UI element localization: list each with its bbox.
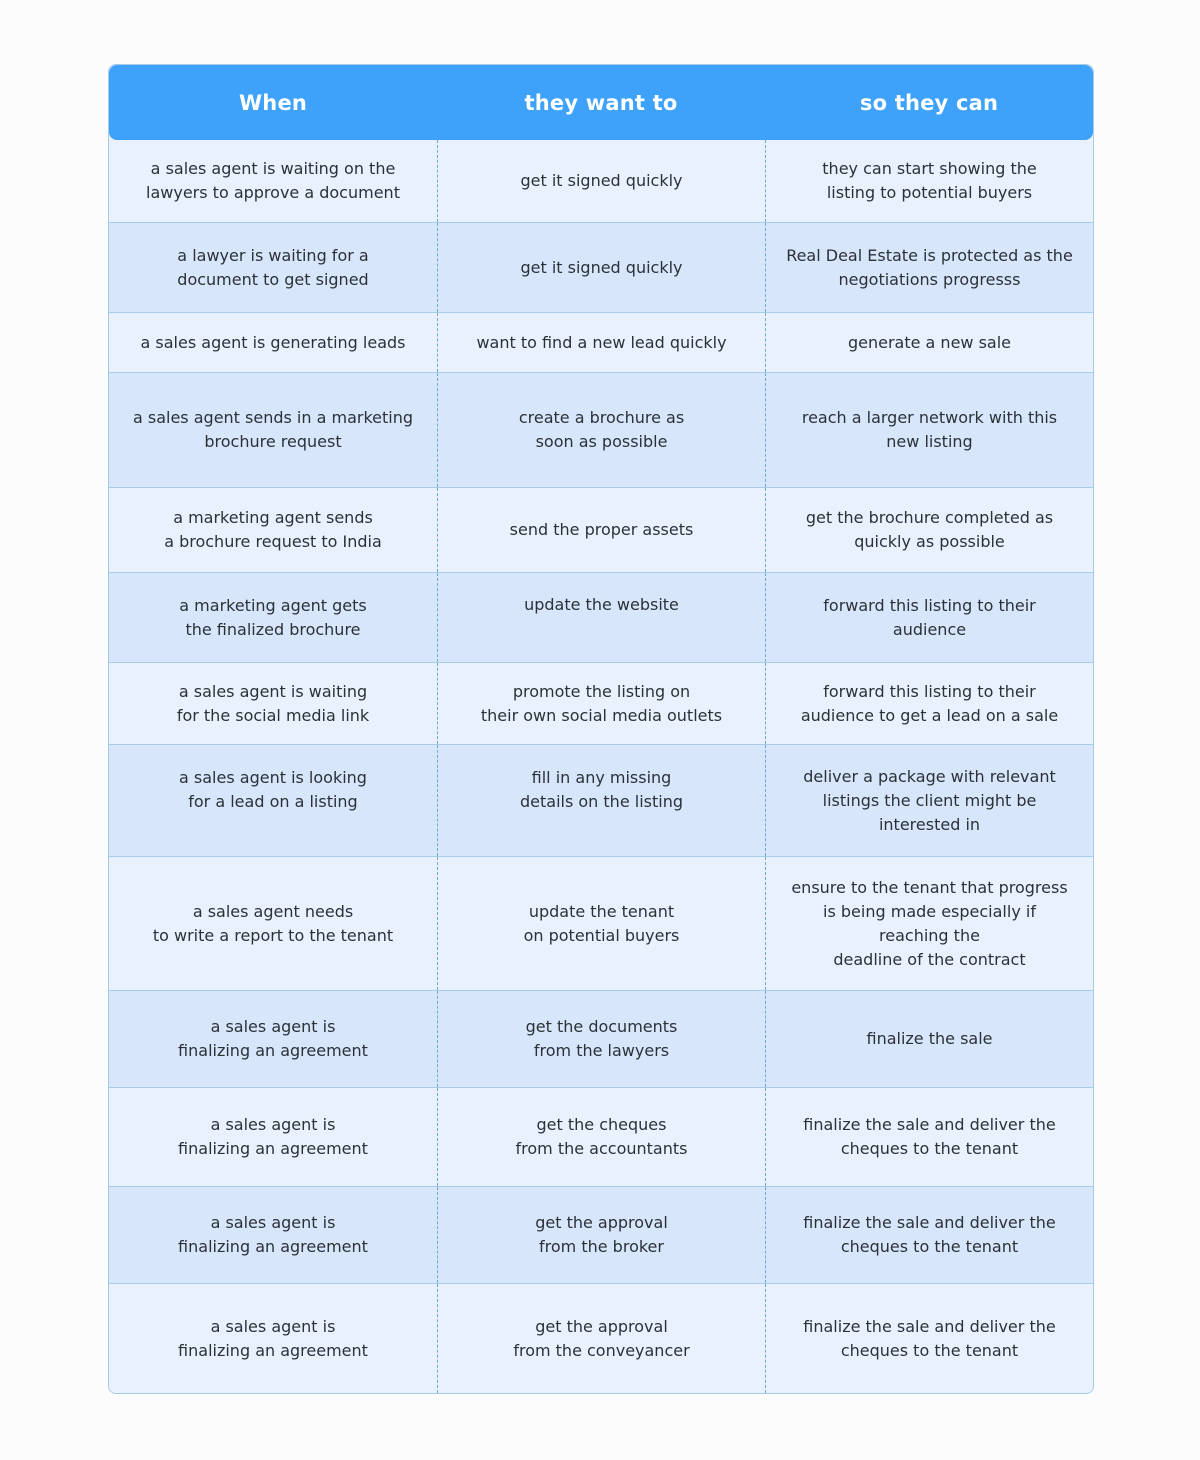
cell-so: generate a new sale <box>765 313 1093 372</box>
cell-when: a sales agent is finalizing an agreement <box>178 1017 368 1060</box>
table-row <box>109 744 1093 856</box>
cell-when: a sales agent sends in a marketing brochure request <box>132 408 414 451</box>
cell-when: a marketing agent gets the finalized brochure <box>179 595 367 639</box>
header-when: When <box>238 90 308 115</box>
header-so: so they can <box>859 90 999 115</box>
table-row <box>109 662 1093 744</box>
cell-want: get the approval from the broker <box>437 1187 765 1283</box>
cell-so: finalize the sale and deliver the cheques to the tenant <box>765 1284 1093 1393</box>
cell-want: create a brochure as soon as possible <box>437 373 765 487</box>
table-body <box>109 140 1093 1393</box>
cell-so: reach a larger network with this new listing <box>765 373 1093 487</box>
header-want: they want to <box>524 90 678 115</box>
job-stories-table <box>108 64 1094 1394</box>
cell-want: fill in any missing details on the listing <box>437 745 765 856</box>
cell-want: want to find a new lead quickly <box>437 313 765 372</box>
table-row <box>109 372 1093 487</box>
cell-so: ensure to the tenant that progress is being made especially if reaching the deadline of the contract <box>765 857 1093 990</box>
cell-when: a lawyer is waiting for a document to get signed <box>177 245 369 289</box>
cell-so: finalize the sale and deliver the cheques to the tenant <box>765 1088 1093 1186</box>
cell-want: get it signed quickly <box>437 140 765 222</box>
table-row <box>109 990 1093 1087</box>
cell-when: a sales agent is waiting for the social media link <box>176 681 370 725</box>
cell-so: forward this listing to their audience <box>765 573 1093 662</box>
cell-so: Real Deal Estate is protected as the negotiations progresss <box>765 223 1093 312</box>
cell-when: a sales agent is finalizing an agreement <box>178 1213 368 1256</box>
cell-so: deliver a package with relevant listings the client might be interested in <box>765 745 1093 856</box>
table-row <box>109 222 1093 312</box>
cell-so: finalize the sale and deliver the cheques to the tenant <box>765 1187 1093 1283</box>
cell-want: get it signed quickly <box>437 223 765 312</box>
cell-want: update the website <box>437 573 765 662</box>
cell-so: get the brochure completed as quickly as possible <box>765 488 1093 572</box>
table-row <box>109 312 1093 372</box>
cell-want: get the cheques from the accountants <box>437 1088 765 1186</box>
cell-so: forward this listing to their audience to get a lead on a sale <box>765 663 1093 744</box>
table-row <box>109 1283 1093 1393</box>
table-header <box>109 65 1093 140</box>
cell-when: a sales agent is finalizing an agreement <box>178 1316 368 1360</box>
cell-when: a sales agent is waiting on the lawyers to approve a document <box>146 159 400 202</box>
cell-so: they can start showing the listing to potential buyers <box>765 140 1093 222</box>
table-row <box>109 1087 1093 1186</box>
table-row <box>109 572 1093 662</box>
cell-when: a sales agent needs to write a report to the tenant <box>152 901 394 945</box>
cell-when: a marketing agent sends a brochure request to India <box>164 508 382 551</box>
table-row <box>109 140 1093 222</box>
cell-so: finalize the sale <box>765 991 1093 1087</box>
cell-want: get the documents from the lawyers <box>437 991 765 1087</box>
table-row <box>109 487 1093 572</box>
cell-when: a sales agent is finalizing an agreement <box>178 1115 368 1158</box>
cell-when: a sales agent is generating leads <box>140 332 406 352</box>
cell-want: update the tenant on potential buyers <box>437 857 765 990</box>
table-row <box>109 856 1093 990</box>
cell-want: get the approval from the conveyancer <box>437 1284 765 1393</box>
table-row <box>109 1186 1093 1283</box>
cell-want: send the proper assets <box>437 488 765 572</box>
cell-when: a sales agent is looking for a lead on a listing <box>179 768 367 811</box>
cell-want: promote the listing on their own social media outlets <box>437 663 765 744</box>
